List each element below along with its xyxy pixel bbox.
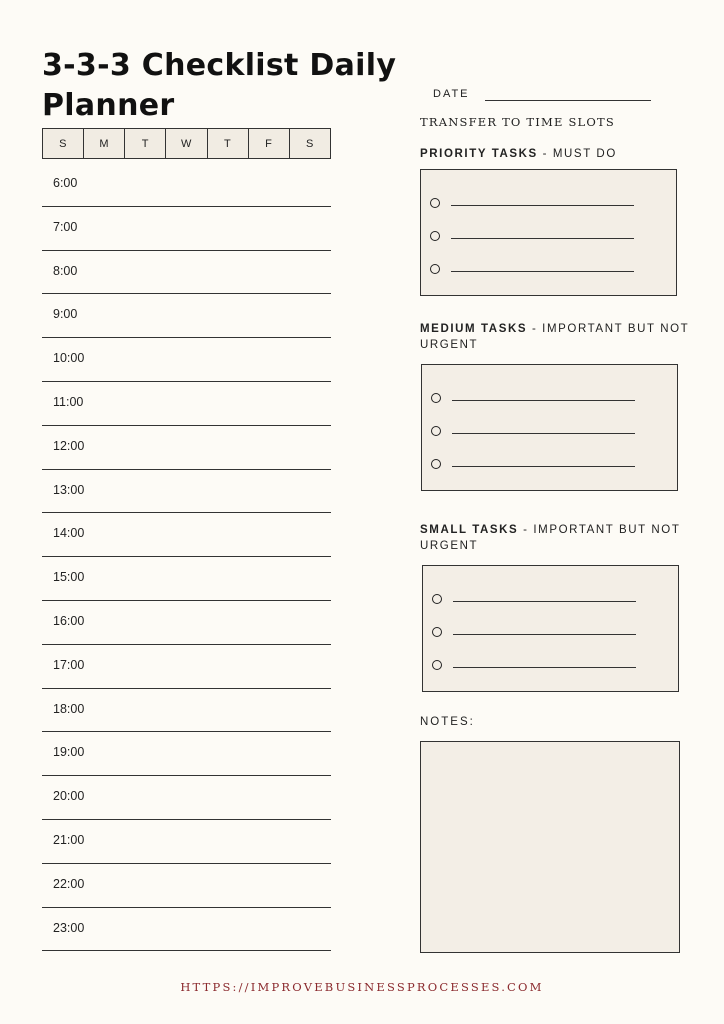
time-slot[interactable] <box>42 820 331 864</box>
time-label: 7:00 <box>53 219 78 234</box>
checkbox-circle-icon[interactable] <box>432 594 442 604</box>
section-title: SMALL TASKS <box>420 524 519 536</box>
notes-area[interactable] <box>420 741 680 953</box>
time-label: 14:00 <box>53 526 85 541</box>
small-tasks-box <box>422 565 679 692</box>
time-slot[interactable] <box>42 864 331 908</box>
checkbox-circle-icon[interactable] <box>431 459 441 469</box>
section-subtitle: - IMPORTANT BUT NOT URGENT <box>420 323 690 351</box>
time-label: 8:00 <box>53 263 78 278</box>
checkbox-circle-icon[interactable] <box>432 627 442 637</box>
transfer-label: TRANSFER TO TIME SLOTS <box>420 115 615 129</box>
checkbox-circle-icon[interactable] <box>430 264 440 274</box>
time-label: 12:00 <box>53 438 85 453</box>
task-line[interactable] <box>451 271 634 272</box>
task-item[interactable] <box>430 231 634 241</box>
time-label: 21:00 <box>53 832 85 847</box>
time-label: 22:00 <box>53 876 85 891</box>
task-item[interactable] <box>430 264 634 274</box>
task-line[interactable] <box>452 433 635 434</box>
section-title: PRIORITY TASKS <box>420 148 538 160</box>
date-input-line[interactable] <box>485 100 651 101</box>
time-label: 11:00 <box>53 394 84 409</box>
section-subtitle: - IMPORTANT BUT NOT URGENT <box>420 524 681 552</box>
time-slot[interactable] <box>42 207 331 251</box>
task-line[interactable] <box>453 667 636 668</box>
time-label: 9:00 <box>53 307 78 322</box>
task-line[interactable] <box>453 634 636 635</box>
time-slot[interactable] <box>42 645 331 689</box>
day-thursday[interactable]: T <box>208 129 249 158</box>
day-monday[interactable]: M <box>84 129 125 158</box>
time-label: 15:00 <box>53 570 85 585</box>
checkbox-circle-icon[interactable] <box>430 231 440 241</box>
time-label: 17:00 <box>53 657 85 672</box>
time-slot-list <box>42 163 331 951</box>
time-label: 18:00 <box>53 701 85 716</box>
time-slot[interactable] <box>42 513 331 557</box>
task-line[interactable] <box>452 466 635 467</box>
task-item[interactable] <box>430 198 634 208</box>
time-label: 6:00 <box>53 176 78 190</box>
time-slot[interactable] <box>42 251 331 295</box>
section-subtitle: - MUST DO <box>537 148 617 160</box>
weekday-selector <box>42 128 331 159</box>
task-item[interactable] <box>431 459 635 469</box>
time-slot[interactable] <box>42 294 331 338</box>
date-label: DATE <box>433 88 470 100</box>
task-item[interactable] <box>432 627 636 637</box>
task-line[interactable] <box>451 238 634 239</box>
checkbox-circle-icon[interactable] <box>431 426 441 436</box>
time-label: 19:00 <box>53 745 85 760</box>
time-slot[interactable] <box>42 689 331 733</box>
time-label: 23:00 <box>53 920 85 935</box>
time-label: 10:00 <box>53 351 85 366</box>
task-item[interactable] <box>432 594 636 604</box>
time-slot[interactable] <box>42 338 331 382</box>
medium-tasks-box <box>421 364 678 491</box>
notes-label: NOTES: <box>420 716 475 728</box>
day-sunday[interactable]: S <box>43 129 84 158</box>
time-slot[interactable] <box>42 382 331 426</box>
task-item[interactable] <box>432 660 636 670</box>
time-slot[interactable] <box>42 776 331 820</box>
time-slot[interactable] <box>42 557 331 601</box>
time-slot[interactable] <box>42 732 331 776</box>
priority-tasks-box <box>420 169 677 296</box>
task-item[interactable] <box>431 426 635 436</box>
checkbox-circle-icon[interactable] <box>430 198 440 208</box>
time-slot[interactable] <box>42 470 331 514</box>
section-title: MEDIUM TASKS <box>420 323 528 335</box>
time-label: 13:00 <box>53 482 85 497</box>
medium-tasks-heading <box>420 321 700 353</box>
task-line[interactable] <box>453 601 636 602</box>
day-saturday[interactable]: S <box>305 137 314 150</box>
small-tasks-heading <box>420 522 700 554</box>
time-label: 16:00 <box>53 613 85 628</box>
time-label: 20:00 <box>53 789 85 804</box>
time-slot[interactable] <box>42 163 331 207</box>
task-line[interactable] <box>452 400 635 401</box>
time-slot[interactable] <box>42 601 331 645</box>
page-title: 3-3-3 Checklist Daily Planner <box>42 48 397 123</box>
time-slot[interactable] <box>42 426 331 470</box>
priority-tasks-heading <box>420 146 700 162</box>
day-friday[interactable]: F <box>249 129 290 158</box>
time-slot[interactable] <box>42 908 331 952</box>
footer-url[interactable]: HTTPS://IMPROVEBUSINESSPROCESSES.COM <box>180 980 544 994</box>
day-wednesday[interactable]: W <box>166 129 207 158</box>
task-item[interactable] <box>431 393 635 403</box>
checkbox-circle-icon[interactable] <box>431 393 441 403</box>
checkbox-circle-icon[interactable] <box>432 660 442 670</box>
task-line[interactable] <box>451 205 634 206</box>
day-tuesday[interactable]: T <box>125 129 166 158</box>
